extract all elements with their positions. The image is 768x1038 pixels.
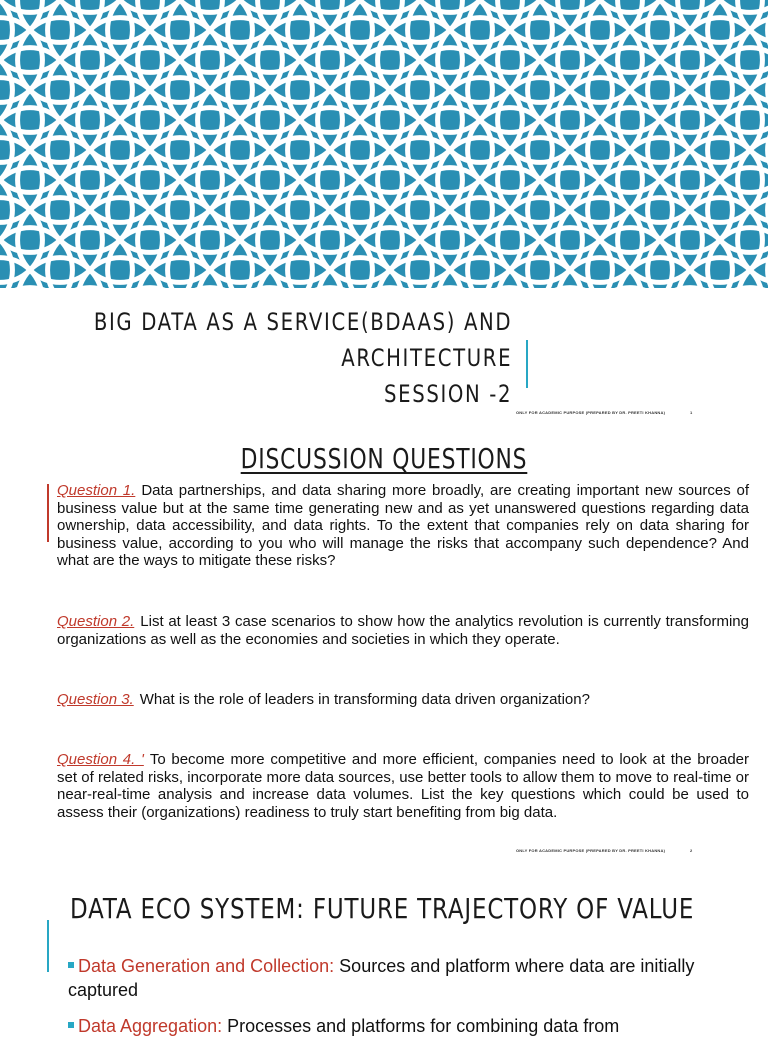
ecosystem-slide — [0, 862, 768, 1024]
bullet-term: Data Aggregation: — [78, 1016, 222, 1036]
title-line-3: SESSION -2 — [94, 376, 512, 412]
title-line-2: ARCHITECTURE — [94, 340, 512, 376]
bullet-term: Data Generation and Collection: — [78, 956, 334, 976]
slide-footer: ONLY FOR ACADEMIC PURPOSE (PREPARED BY DR. PREETI KHANNA) — [516, 848, 665, 853]
slide-footer: ONLY FOR ACADEMIC PURPOSE (PREPARED BY DR. PREETI KHANNA) — [516, 410, 665, 415]
question-2-text: List at least 3 case scenarios to show how the analytics revolution is currently transforming organizations as well as the economies and societies in which they operate. — [57, 613, 749, 648]
discussion-slide — [0, 420, 768, 860]
question-2-label: Question 2. — [57, 613, 134, 630]
question-1-label: Question 1. — [57, 482, 135, 499]
heading-accent-bar — [47, 920, 49, 972]
question-4-label: Question 4. ' — [57, 751, 144, 768]
bullet-text: Processes and platforms for combining data from — [222, 1016, 619, 1036]
bullet-item — [68, 1014, 738, 1038]
question-4 — [57, 751, 749, 821]
question-3-text: What is the role of leaders in transforming data driven organization? — [140, 691, 590, 708]
question-1-text: Data partnerships, and data sharing more broadly, are creating important new sources of business value but at the same time generating new and as yet unanswered questions regarding data ownership, data accessibility, and data rights. To the extent that companies rely on data sharing for business value, according to you who will manage the risks that accompany such dependence? And what are the ways to mitigate these risks? — [57, 482, 749, 569]
slide-title — [94, 304, 512, 412]
title-accent-bar — [526, 340, 528, 388]
title-slide — [0, 0, 768, 418]
ecosystem-heading: DATA ECO SYSTEM: FUTURE TRAJECTORY OF VALUE — [70, 890, 694, 928]
question-marker — [47, 484, 49, 542]
bullet-square-icon — [68, 962, 74, 968]
question-3 — [57, 691, 749, 709]
circle-lattice-pattern — [0, 0, 768, 288]
slide-page-number: 2 — [690, 848, 692, 853]
discussion-heading: DISCUSSION QUESTIONS — [84, 440, 683, 478]
bullet-square-icon — [68, 1022, 74, 1028]
question-4-text: To become more competitive and more efficient, companies need to look at the broader set of related risks, incorporate more data sources, use better tools to allow them to move to real-time or near-real-time analysis and increase data volumes. List the key questions which could be used to assess their (organizations) readiness to truly start benefiting from big data. — [57, 751, 749, 821]
bullet-item — [68, 954, 738, 1002]
slide-page-number: 1 — [690, 410, 692, 415]
question-1 — [57, 482, 749, 570]
question-3-label: Question 3. — [57, 691, 134, 708]
title-line-1: BIG DATA AS A SERVICE(BDAAS) AND — [94, 304, 512, 340]
bullet-text: Sources and platform where data are initially captured — [68, 956, 694, 1000]
question-2 — [57, 613, 749, 648]
